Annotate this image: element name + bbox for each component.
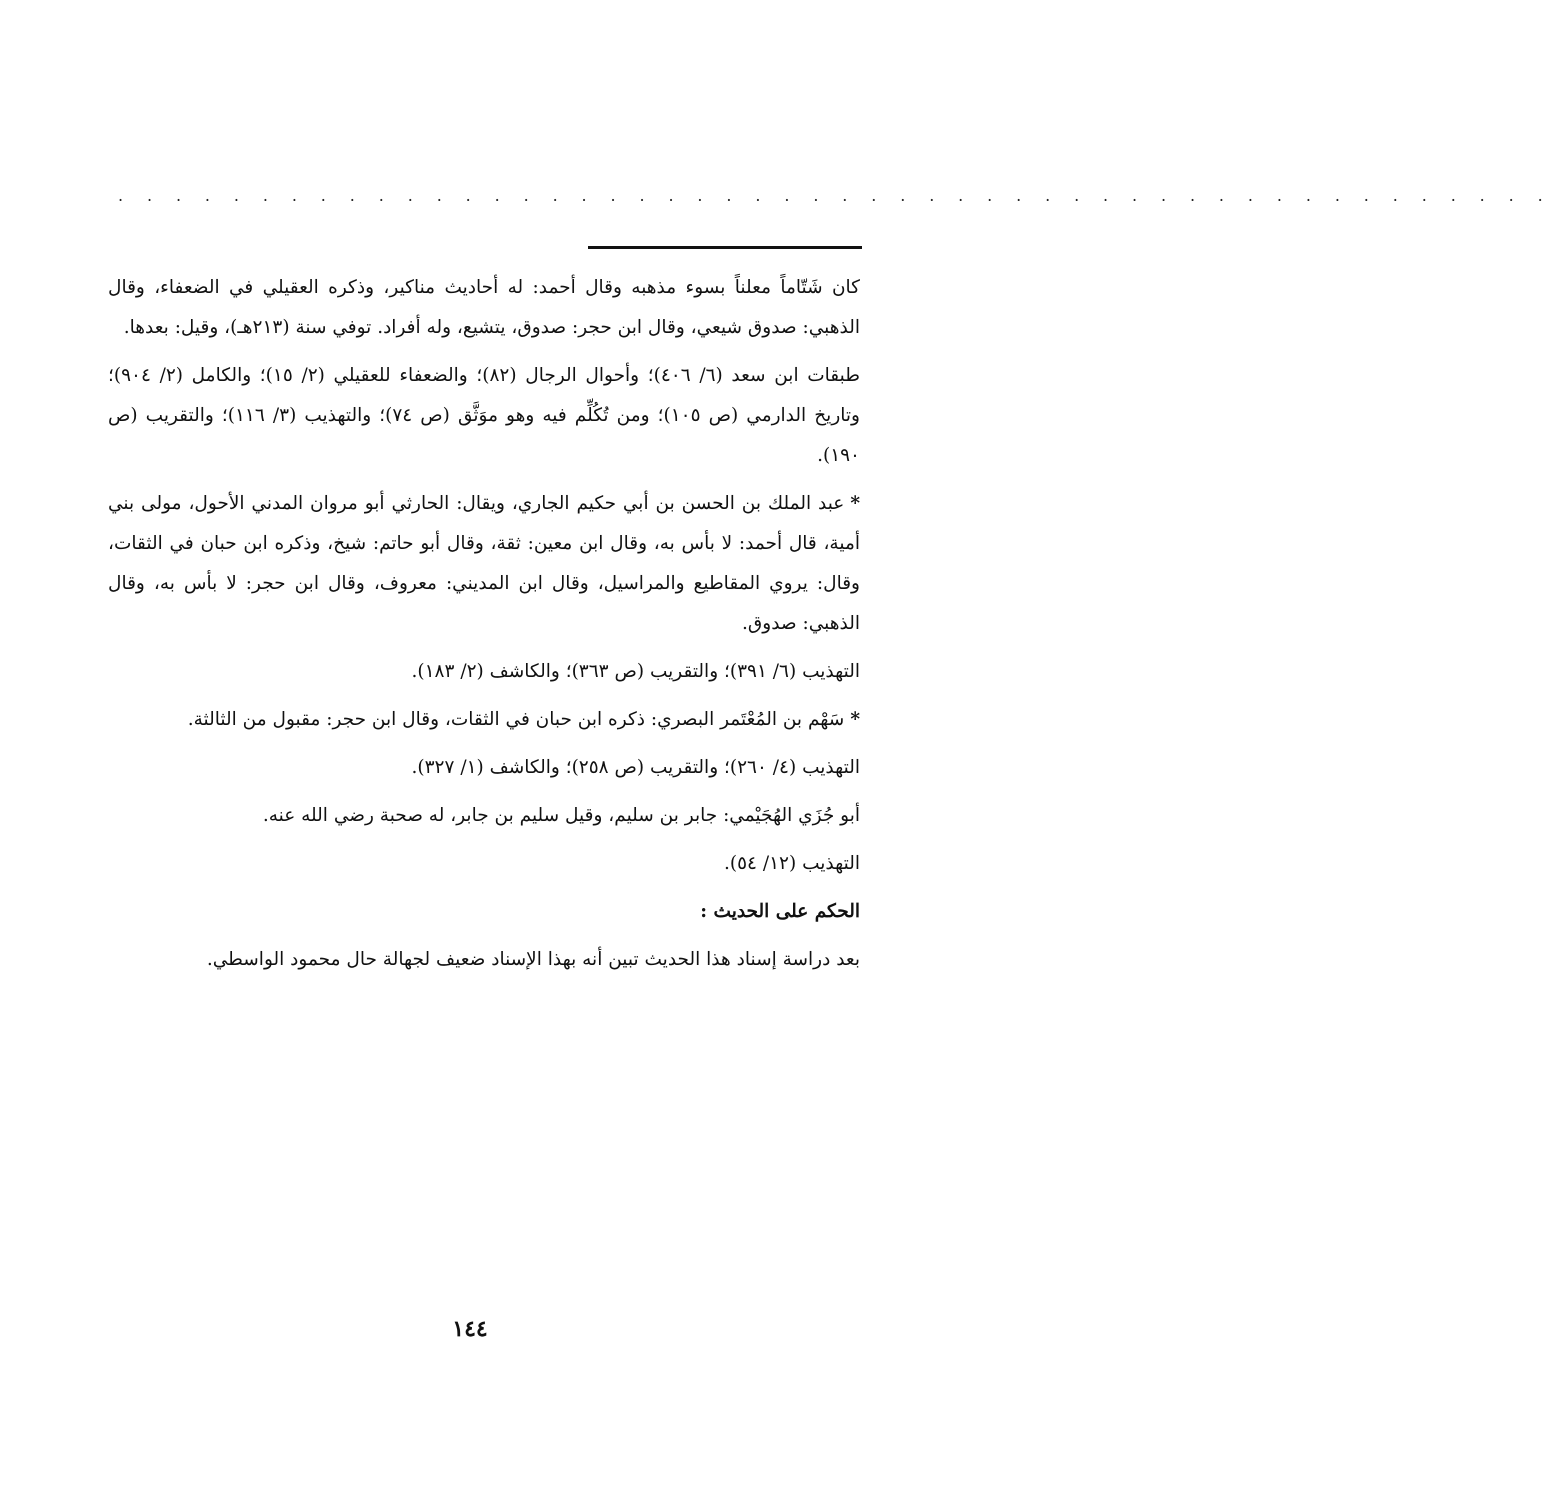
page-number: ١٤٤ [452,1316,488,1342]
sources-paragraph: التهذيب (٤/ ٢٦٠)؛ والتقريب (ص ٢٥٨)؛ والكاشف (١/ ٣٢٧). [411,757,860,778]
sources-paragraph: التهذيب (٦/ ٣٩١)؛ والتقريب (ص ٣٦٣)؛ والكاشف (٢/ ١٨٣). [411,661,860,682]
narrator-entry-text: سَهْم بن المُعْتَمر البصري: ذكره ابن حبان في الثقات، وقال ابن حجر: مقبول من الثالثة. [187,709,845,730]
dotted-separator: . . . . . . . . . . . . . . . . . . . . . . . . . . . . . . . . . . . . . . . . . . . . . . . . . . [118,186,1552,205]
narrator-entry-abdulmalik [108,484,860,644]
ruling-paragraph: بعد دراسة إسناد هذا الحديث تبين أنه بهذا الإسناد ضعيف لجهالة حال محمود الواسطي. [206,949,860,970]
footnote-rule [588,246,862,249]
star-marker: * [850,493,860,514]
ruling-heading: الحكم على الحديث : [700,901,860,922]
narrator-entry-sahm [108,700,860,740]
narrator-entry-abu-juzay: أبو جُزَي الهُجَيْمي: جابر بن سليم، وقيل سليم بن جابر، له صحبة رضي الله عنه. [262,805,860,826]
sources-paragraph: طبقات ابن سعد (٦/ ٤٠٦)؛ وأحوال الرجال (٨٢)؛ والضعفاء للعقيلي (٢/ ١٥)؛ والكامل (٢/ ٩٠٤)؛ وتاريخ الدارمي (ص ١٠٥)؛ ومن تُكُلِّم فيه وهو موَثَّق (ص ٧٤)؛ والتهذيب (٣/ ١١٦)؛ والتقريب (ص ١٩٠). [108,365,860,466]
narrator-bio-paragraph: كان شَتّاماً معلناً بسوء مذهبه وقال أحمد: له أحاديث مناكير، وذكره العقيلي في الضعفاء، وقال الذهبي: صدوق شيعي، وقال ابن حجر: صدوق، يتشيع، وله أفراد. توفي سنة (٢١٣هـ)، وقيل: بعدها. [108,277,860,338]
narrator-entry-text: عبد الملك بن الحسن بن أبي حكيم الجاري، ويقال: الحارثي أبو مروان المدني الأحول، مولى بني أمية، قال أحمد: لا بأس به، وقال ابن معين: ثقة، وقال أبو حاتم: شيخ، وذكره ابن حبان في الثقات، وقال: يروي المقاطيع والمراسيل، وقال ابن المديني: معروف، وقال ابن حجر: لا بأس به، وقال الذهبي: صدوق. [108,493,860,634]
star-marker: * [850,709,860,730]
page-body [108,268,860,988]
sources-paragraph: التهذيب (١٢/ ٥٤). [724,853,860,874]
